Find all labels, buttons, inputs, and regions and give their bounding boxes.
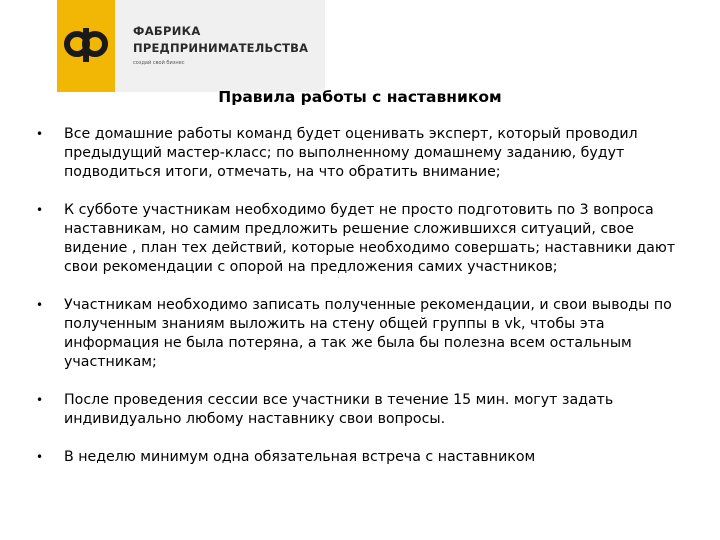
list-item <box>36 448 676 467</box>
list-item <box>36 296 676 372</box>
rule-text: Участникам необходимо записать полученные рекомендации, и свои выводы по полученным знаниям выложить на стену общей группы в vk, чтобы эта информация не была потеряна, а так же была бы полезна всем остальным участникам; <box>64 297 672 370</box>
bullet-marker: • <box>36 450 44 464</box>
bullet-marker: • <box>36 127 44 141</box>
rules-list <box>36 125 676 486</box>
logo-tagline: создай свой бизнес <box>133 60 185 66</box>
logo-text-line1: ФАБРИКА <box>133 24 201 38</box>
list-item <box>36 201 676 277</box>
page-title: Правила работы с наставником <box>218 88 502 106</box>
bullet-marker: • <box>36 393 44 407</box>
list-item <box>36 391 676 429</box>
logo <box>57 0 325 92</box>
bullet-marker: • <box>36 203 44 217</box>
rule-text: После проведения сессии все участники в течение 15 мин. могут задать индивидуально любому наставнику свои вопросы. <box>64 392 614 427</box>
rule-text: В неделю минимум одна обязательная встреча с наставником <box>64 449 536 465</box>
bullet-marker: • <box>36 298 44 312</box>
rule-text: Все домашние работы команд будет оценивать эксперт, который проводил предыдущий мастер-класс; по выполненному домашнему заданию, будут подводиться итоги, отмечать, на что обратить внимание; <box>64 126 638 180</box>
logo-mark-icon <box>57 0 115 92</box>
rule-text: К субботе участникам необходимо будет не просто подготовить по 3 вопроса наставникам, но самим предложить решение сложившихся ситуаций, свое видение , план тех действий, которые необходимо совершать; наставники дают свои рекомендации с опорой на предложения самих участников; <box>64 202 676 275</box>
list-item <box>36 125 676 182</box>
logo-text-line2: ПРЕДПРИНИМАТЕЛЬСТВА <box>133 41 309 55</box>
